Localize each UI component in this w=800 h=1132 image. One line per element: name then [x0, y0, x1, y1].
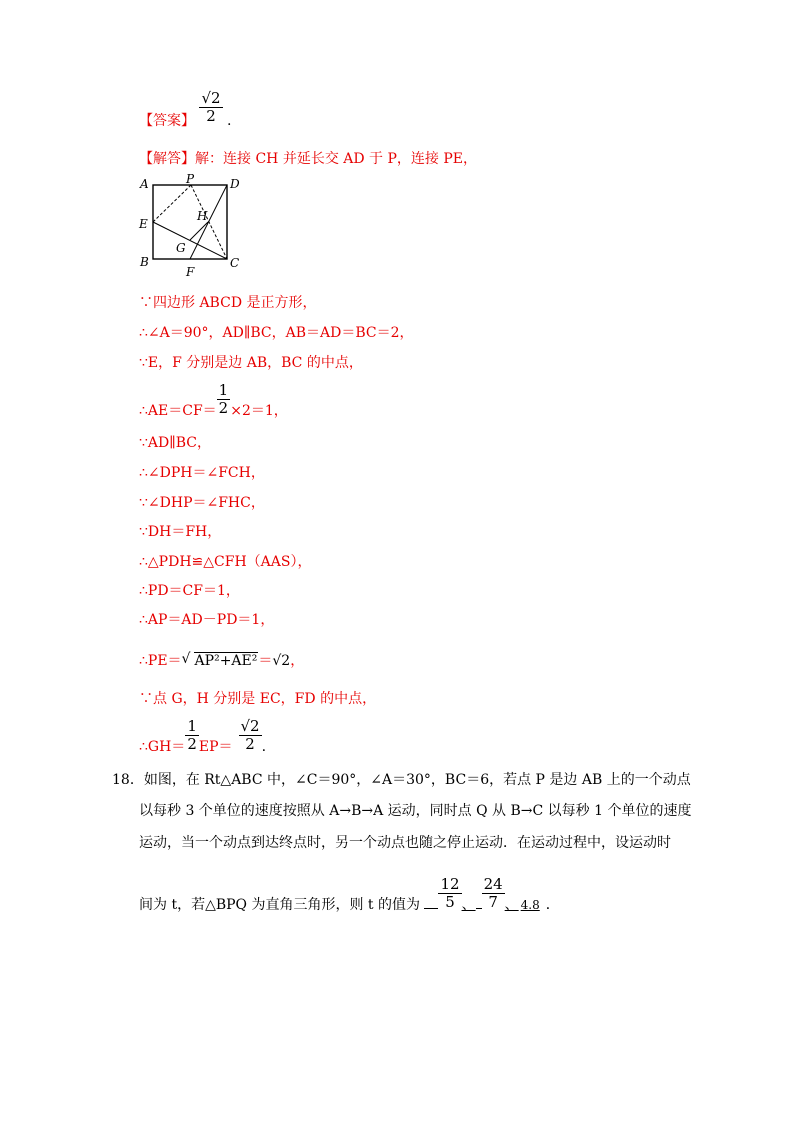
label-e: E [139, 217, 148, 231]
pe-result: √2 [272, 653, 291, 669]
step-line-7: ∵DH＝FH， [139, 524, 222, 540]
label-a: A [140, 177, 149, 191]
q18-sep-2: 、 [504, 897, 519, 913]
segment-ec [153, 222, 227, 259]
step-line-9: ∴PD＝CF＝1， [139, 583, 240, 599]
square-abcd [153, 185, 227, 259]
q18-end: ． [545, 897, 560, 913]
step-line-11: ∵点 G，H 分别是 EC，FD 的中点， [139, 691, 377, 707]
step-line-3: ∵E，F 分别是边 AB，BC 的中点， [139, 355, 363, 371]
pe-end: ， [290, 653, 305, 669]
pe-line [139, 652, 304, 670]
solution-intro-line [139, 150, 477, 168]
label-b: B [140, 255, 149, 269]
q18-line-4-prefix: 间为 t，若△BPQ 为直角三角形，则 t 的值为 [139, 897, 421, 913]
pe-sqrt: √ AP²+AE² [181, 651, 258, 669]
q18-answer-3: 4.8 [520, 898, 540, 912]
ae-line [139, 380, 288, 420]
gh-mid: EP＝ [198, 739, 233, 755]
step-line-6: ∵∠DHP＝∠FHC， [139, 495, 265, 511]
gh-fraction-2 [239, 718, 262, 753]
answer-fraction [199, 90, 222, 125]
step-line-10: ∴AP＝AD－PD＝1， [139, 612, 275, 628]
answer-end: . [227, 113, 232, 129]
q18-line-1: 18．如图，在 Rt△ABC 中，∠C＝90°，∠A＝30°，BC＝6，若点 P 是边 AB 上的一个动点 [112, 772, 691, 788]
answer-label: 【答案】 [139, 113, 195, 129]
q18-line-4 [139, 874, 560, 914]
square-figure [136, 172, 246, 280]
label-p: P [186, 172, 195, 186]
label-h: H [197, 209, 208, 223]
q18-sep-1: 、 [461, 897, 476, 913]
ae-suffix: ×2＝1， [230, 403, 288, 419]
step-line-4: ∵AD∥BC， [139, 435, 211, 451]
gh-den-2: 2 [245, 734, 255, 753]
solution-label: 【解答】 [139, 151, 195, 167]
q18-line-3: 运动，当一个动点到达终点时，另一个动点也随之停止运动．在运动过程中，设运动时 [139, 835, 671, 851]
gh-line [139, 716, 267, 756]
answer-denominator: 2 [206, 106, 216, 125]
gh-end: . [261, 739, 267, 755]
pe-radicand: AP²+AE² [194, 653, 258, 669]
gh-den-1: 2 [187, 734, 197, 753]
step-line-5: ∴∠DPH＝∠FCH， [139, 465, 265, 481]
label-c: C [230, 256, 240, 270]
q18-line-2: 以每秒 3 个单位的速度按照从 A→B→A 运动，同时点 Q 从 B→C 以每秒 1 个单位的速度 [139, 803, 692, 819]
q18-answer-2-den: 7 [488, 892, 498, 911]
step-line-1: ∵四边形 ABCD 是正方形， [139, 295, 317, 311]
q18-answer-1 [438, 876, 461, 911]
label-f: F [186, 265, 195, 279]
ae-den: 2 [218, 398, 229, 417]
step-line-2: ∴∠A＝90°，AD∥BC，AB＝AD＝BC＝2， [139, 325, 414, 341]
ae-fraction [217, 382, 231, 417]
gh-num-2: √2 [240, 716, 260, 735]
gh-prefix: ∴GH＝ [139, 739, 186, 755]
pe-eq: ＝ [258, 653, 273, 669]
ae-num: 1 [218, 380, 229, 399]
segment-gh [190, 222, 208, 240]
label-d: D [230, 177, 240, 191]
solution-intro: 解：连接 CH 并延长交 AD 于 P，连接 PE， [195, 151, 478, 167]
q18-answer-2 [482, 876, 505, 911]
segment-df [190, 185, 227, 259]
q18-answer-2-num: 24 [483, 874, 503, 893]
pe-prefix: ∴PE＝ [139, 653, 182, 669]
q18-answer-1-num: 12 [440, 874, 460, 893]
answer-line [139, 88, 232, 130]
gh-fraction-1 [185, 718, 199, 753]
answer-numerator: √2 [201, 88, 221, 107]
segment-ep [153, 185, 191, 222]
gh-num-1: 1 [187, 716, 197, 735]
q18-answer-1-den: 5 [445, 892, 455, 911]
step-line-8: ∴△PDH≌△CFH（AAS）， [139, 554, 312, 570]
label-g: G [176, 241, 186, 255]
ae-prefix: ∴AE＝CF＝ [139, 403, 217, 419]
